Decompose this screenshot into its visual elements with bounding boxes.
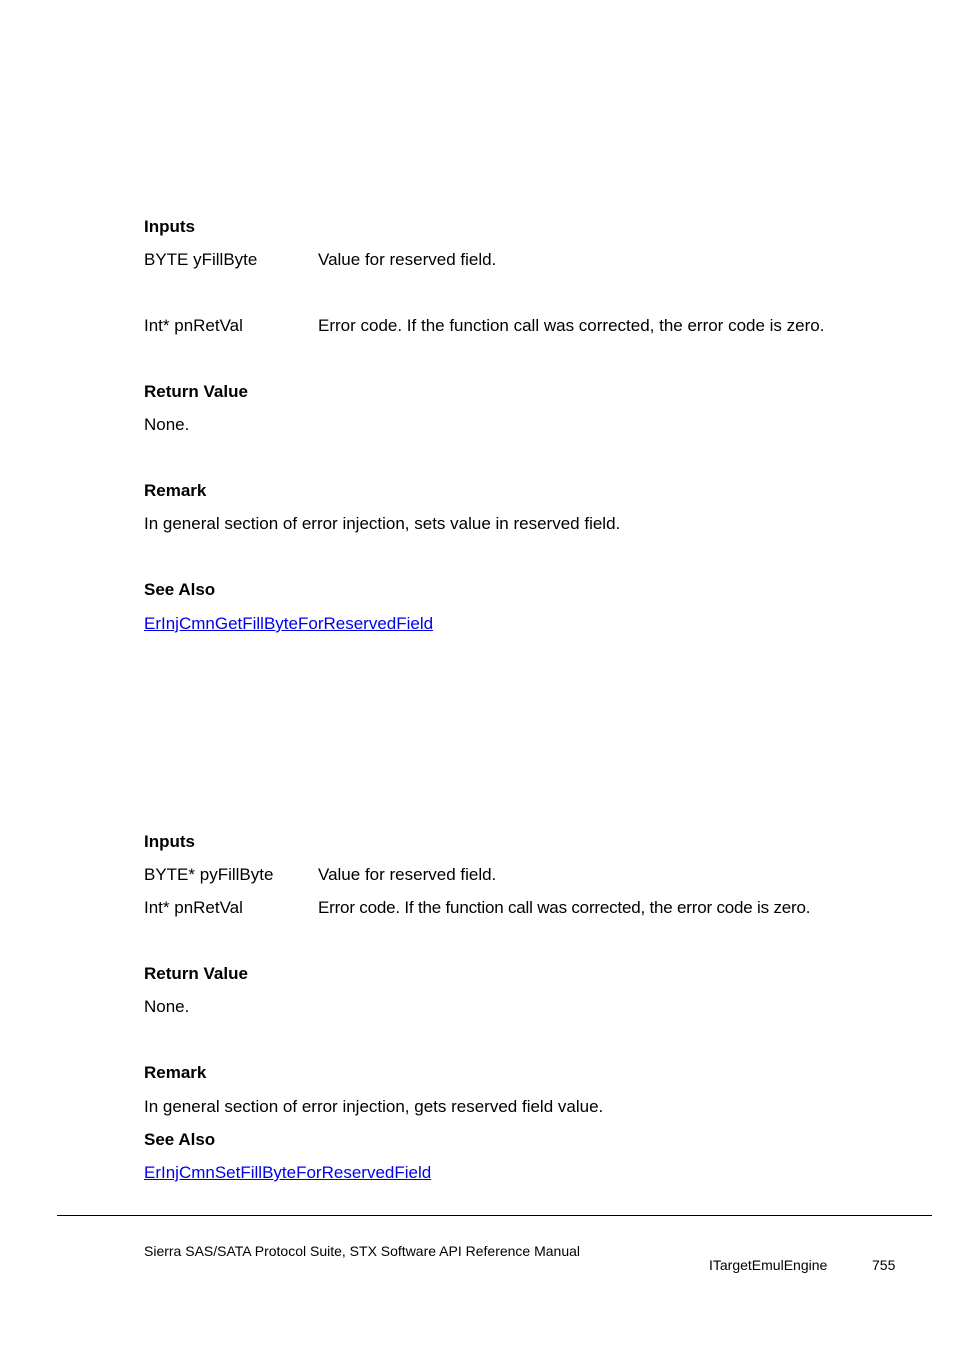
see-also-heading: See Also xyxy=(144,580,216,599)
footer-manual-title: Sierra SAS/SATA Protocol Suite, STX Software API Reference Manual xyxy=(144,1243,581,1259)
footer-divider xyxy=(57,1215,932,1216)
param-description: Value for reserved field. xyxy=(318,865,497,884)
param-description: Value for reserved field. xyxy=(318,250,497,269)
param-description: Error code. If the function call was corrected, the error code is zero. xyxy=(318,898,811,917)
see-also-link[interactable]: ErInjCmnSetFillByteForReservedField xyxy=(144,1163,432,1182)
remark-text: In general section of error injection, sets value in reserved field. xyxy=(144,514,621,533)
remark-heading: Remark xyxy=(144,1063,207,1082)
return-value-text: None. xyxy=(144,415,190,434)
param-name: Int* pnRetVal xyxy=(144,898,243,917)
inputs-heading: Inputs xyxy=(144,217,195,236)
param-description: Error code. If the function call was corrected, the error code is zero. xyxy=(318,316,825,335)
return-value-text: None. xyxy=(144,997,190,1016)
param-name: BYTE* pyFillByte xyxy=(144,865,274,884)
see-also-link[interactable]: ErInjCmnGetFillByteForReservedField xyxy=(144,614,434,633)
param-name: Int* pnRetVal xyxy=(144,316,243,335)
inputs-heading: Inputs xyxy=(144,832,195,851)
footer-page-number: 755 xyxy=(872,1257,896,1273)
return-value-heading: Return Value xyxy=(144,382,248,401)
remark-heading: Remark xyxy=(144,481,207,500)
return-value-heading: Return Value xyxy=(144,964,248,983)
see-also-heading: See Also xyxy=(144,1130,216,1149)
param-name: BYTE yFillByte xyxy=(144,250,258,269)
remark-text: In general section of error injection, gets reserved field value. xyxy=(144,1097,604,1116)
footer-section-name: ITargetEmulEngine xyxy=(709,1257,828,1273)
